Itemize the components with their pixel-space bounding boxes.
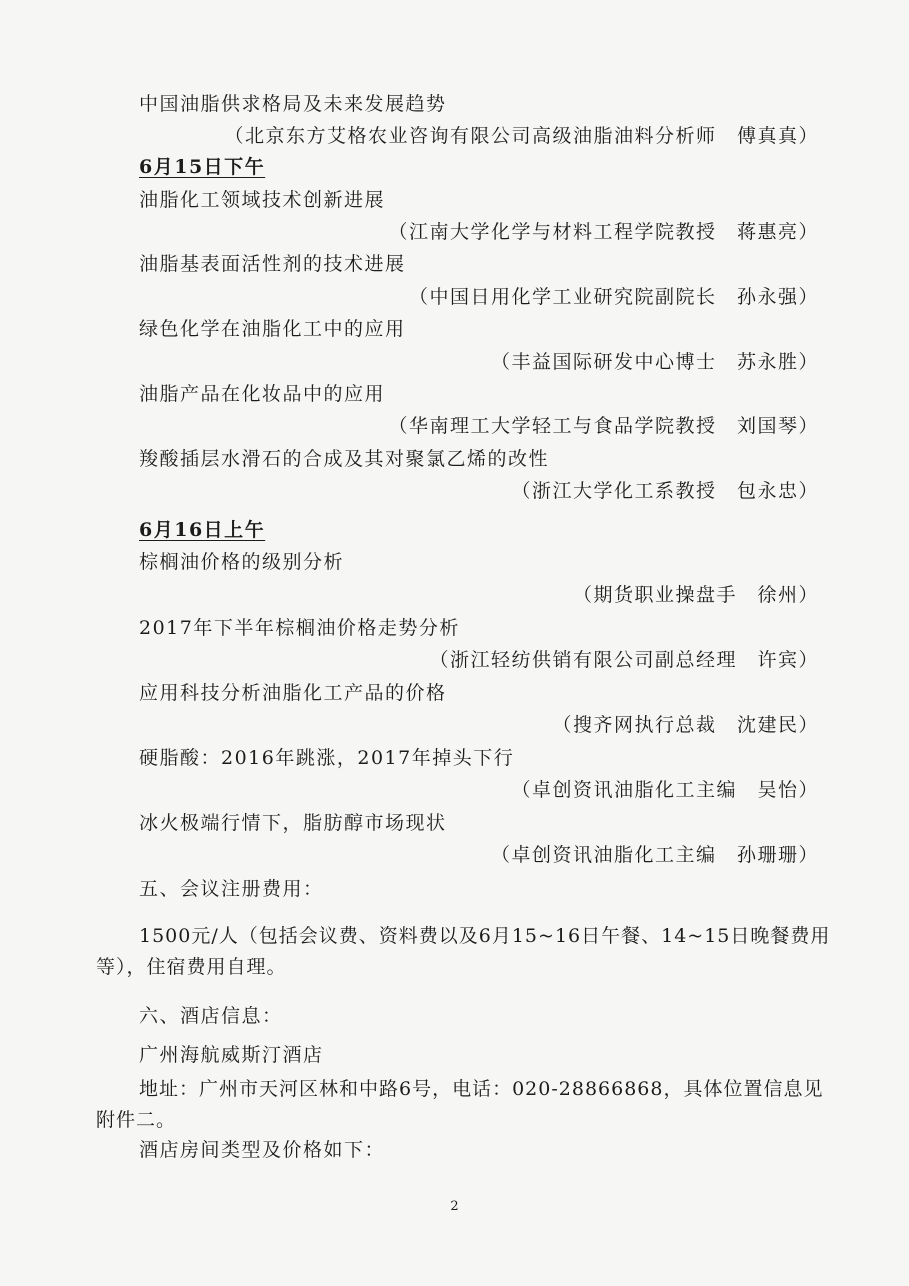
talk-speaker: （华南理工大学轻工与食品学院教授 刘国琴） (388, 415, 819, 437)
talk-title: 冰火极端行情下，脂肪醇市场现状 (139, 812, 447, 834)
talk-speaker: （江南大学化学与材料工程学院教授 蒋惠亮） (388, 221, 819, 243)
talk-title: 棕榈油价格的级别分析 (139, 551, 345, 573)
page-number: 2 (450, 1199, 459, 1214)
talk-speaker: （丰益国际研发中心博士 苏永胜） (490, 351, 819, 373)
rooms-intro: 酒店房间类型及价格如下： (139, 1139, 386, 1161)
section-heading-day2-am: 6月16日上午 (139, 519, 266, 541)
talk-title: 羧酸插层水滑石的合成及其对聚氯乙烯的改性 (139, 448, 550, 470)
hotel-address: 地址：广州市天河区林和中路6号，电话：020-28866868，具体位置信息见附件二。 (96, 1078, 824, 1131)
talk-speaker: （卓创资讯油脂化工主编 吴怡） (511, 779, 819, 801)
hotel-heading: 六、酒店信息： (139, 1005, 283, 1027)
talk-speaker: （搜齐网执行总裁 沈建民） (552, 714, 819, 736)
hotel-name: 广州海航威斯汀酒店 (139, 1044, 324, 1066)
talk-title: 绿色化学在油脂化工中的应用 (139, 318, 406, 340)
registration-heading: 五、会议注册费用： (139, 878, 324, 900)
talk-speaker: （中国日用化学工业研究院副院长 孙永强） (408, 286, 819, 308)
talk-speaker: （卓创资讯油脂化工主编 孙珊珊） (490, 844, 819, 866)
talk-speaker: （期货职业操盘手 徐州） (572, 584, 819, 606)
talk-speaker: （浙江大学化工系教授 包永忠） (511, 480, 819, 502)
section-heading-day1-pm: 6月15日下午 (139, 156, 266, 178)
talk-title: 油脂产品在化妆品中的应用 (139, 383, 386, 405)
talk-title: 硬脂酸：2016年跳涨，2017年掉头下行 (139, 747, 515, 769)
talk-title: 油脂基表面活性剂的技术进展 (139, 253, 406, 275)
talk-title: 中国油脂供求格局及未来发展趋势 (139, 93, 447, 115)
talk-title: 应用科技分析油脂化工产品的价格 (139, 682, 447, 704)
talk-title: 油脂化工领域技术创新进展 (139, 189, 386, 211)
registration-text: 1500元/人（包括会议费、资料费以及6月15~16日午餐、14~15日晚餐费用等），住宿费用自理。 (96, 925, 831, 978)
talk-speaker: （浙江轻纺供销有限公司副总经理 许宾） (429, 649, 819, 671)
talk-title: 2017年下半年棕榈油价格走势分析 (139, 617, 460, 639)
talk-speaker: （北京东方艾格农业咨询有限公司高级油脂油料分析师 傅真真） (224, 125, 819, 147)
